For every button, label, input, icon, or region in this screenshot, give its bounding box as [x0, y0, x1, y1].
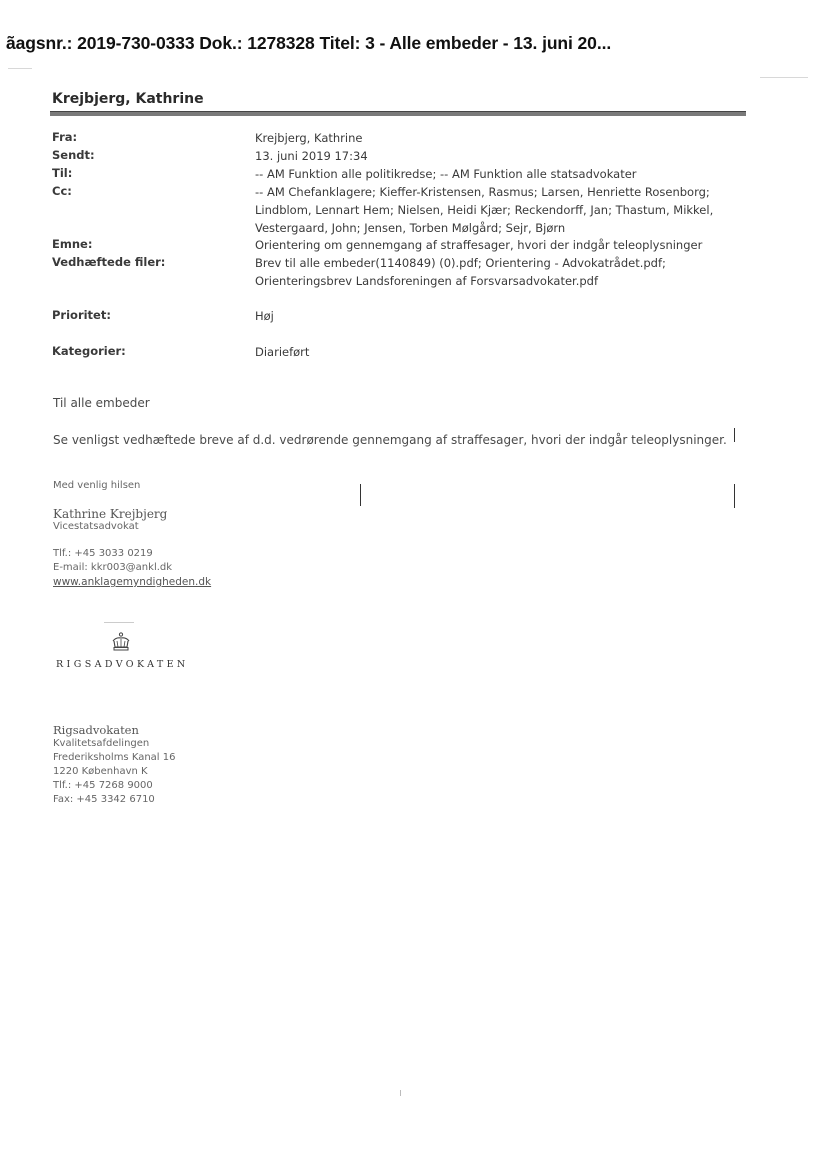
crown-icon: [110, 632, 132, 652]
attachments-value-line-1: Brev til alle embeder(1140849) (0).pdf; Orientering - Advokatrådet.pdf;: [255, 256, 666, 270]
address-city: 1220 København K: [53, 766, 148, 777]
sent-label: Sendt:: [52, 148, 95, 162]
scan-speck: [400, 1090, 401, 1096]
rigsadvokaten-logo-text: RIGSADVOKATEN: [56, 659, 189, 670]
cc-value-line-1: -- AM Chefanklagere; Kieffer-Kristensen, Rasmus; Larsen, Henriette Rosenborg;: [255, 185, 710, 199]
from-label: Fra:: [52, 130, 78, 144]
subject-value: Orientering om gennemgang af straffesager, hvori der indgår teleoplysninger: [255, 238, 703, 252]
signature-phone: Tlf.: +45 3033 0219: [53, 548, 153, 559]
scan-artifact-bar: [734, 484, 735, 508]
signature-closing: Med venlig hilsen: [53, 480, 141, 491]
address-fax: Fax: +45 3342 6710: [53, 794, 155, 805]
priority-value: Høj: [255, 309, 274, 323]
greeting: Til alle embeder: [53, 396, 150, 410]
to-label: Til:: [52, 166, 73, 180]
top-right-divider: [760, 77, 808, 78]
body-paragraph: Se venligst vedhæftede breve af d.d. vedrørende gennemgang af straffesager, hvori der indgår teleoplysninger.: [53, 433, 727, 447]
sender-heading-rule: [50, 111, 746, 116]
from-value: Krejbjerg, Kathrine: [255, 131, 363, 145]
logo-divider: [104, 622, 134, 623]
signature-name: Kathrine Krejbjerg: [53, 507, 168, 521]
address-dept: Kvalitetsafdelingen: [53, 738, 150, 749]
signature-email: E-mail: kkr003@ankl.dk: [53, 562, 173, 573]
signature-title: Vicestatsadvokat: [53, 521, 139, 532]
sender-heading: Krejbjerg, Kathrine: [52, 91, 204, 107]
address-street: Frederiksholms Kanal 16: [53, 752, 176, 763]
scan-artifact-bar: [360, 484, 361, 506]
sent-value: 13. juni 2019 17:34: [255, 149, 368, 163]
priority-label: Prioritet:: [52, 308, 111, 322]
cc-value-line-3: Vestergaard, John; Jensen, Torben Mølgård; Sejr, Bjørn: [255, 221, 566, 235]
address-phone: Tlf.: +45 7268 9000: [53, 780, 153, 791]
to-value: -- AM Funktion alle politikredse; -- AM Funktion alle statsadvokater: [255, 167, 637, 181]
attachments-value-line-2: Orienteringsbrev Landsforeningen af Forsvarsadvokater.pdf: [255, 274, 599, 288]
cc-value-line-2: Lindblom, Lennart Hem; Nielsen, Heidi Kjær; Reckendorff, Jan; Thastum, Mikkel,: [255, 203, 714, 217]
categories-value: Diarieført: [255, 345, 310, 359]
cc-label: Cc:: [52, 184, 72, 198]
scan-artifact-bar: [734, 428, 735, 442]
top-left-divider: [8, 68, 32, 69]
categories-label: Kategorier:: [52, 344, 126, 358]
attachments-label: Vedhæftede filer:: [52, 255, 166, 269]
signature-website-link[interactable]: www.anklagemyndigheden.dk: [53, 576, 212, 588]
subject-label: Emne:: [52, 237, 93, 251]
document-header-title: ãagsnr.: 2019-730-0333 Dok.: 1278328 Titel: 3 - Alle embeder - 13. juni 20...: [6, 33, 612, 53]
address-org: Rigsadvokaten: [53, 723, 139, 737]
